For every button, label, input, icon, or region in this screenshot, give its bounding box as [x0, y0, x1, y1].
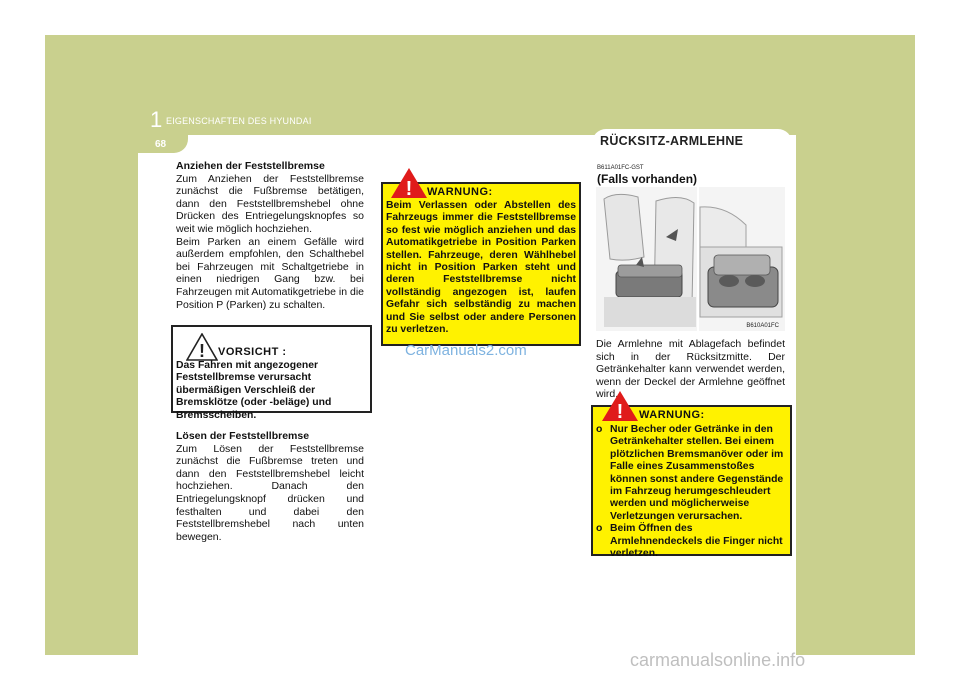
apply-section [176, 160, 364, 311]
caution-box [171, 325, 372, 421]
warning-triangle-icon [390, 167, 428, 199]
list-item [596, 523, 786, 560]
image-code: B610A01FC [746, 323, 779, 329]
list-item-text: Nur Becher oder Getränke in den Getränkehalter stellen. Bei einem plötzlichen Bremsmanöver oder im Falle eines Zusammenstoßes können sonst andere Gegenstände im Fahrzeug herumgeschleudert werden und möglicherweise Verletzungen verursachen. [610, 424, 784, 522]
apply-text-2: Beim Parken an einem Gefälle wird außerdem empfohlen, den Schalthebel bei Fahrzeugen mit Schaltgetriebe in einen niedrigen Gang bzw. bei Fahrzeugen mit Automatikgetriebe in die Position P (Parken) zu schalten. [176, 235, 364, 311]
svg-text:!: ! [199, 341, 205, 361]
cupholder-warning-list [596, 424, 786, 560]
watermark-link[interactable]: CarManuals2.com [405, 342, 527, 359]
release-text: Zum Lösen der Feststellbremse zunächst die Fußbremse treten und dann den Feststellbremshebel leicht hochziehen. Danach den Entriegelungsknopf drücken und festhalten und dabei den Feststellbremshebel nach unten bewegen. [176, 442, 364, 543]
list-item [596, 424, 786, 523]
warning-triangle-icon [601, 390, 639, 422]
parking-warning-label: WARNUNG: [427, 186, 493, 198]
armrest-photo [596, 187, 785, 331]
cupholder-warning-label: WARNUNG: [639, 409, 705, 421]
caution-label: VORSICHT : [218, 346, 287, 358]
list-bullet: o [596, 523, 603, 535]
chapter-title: EIGENSCHAFTEN DES HYUNDAI [166, 116, 312, 126]
parking-warning-text: Beim Verlassen oder Abstellen des Fahrzeugs immer die Feststellbremse so fest wie möglich anziehen und das Automatikgetriebe in Position Parken stellen. Fahrzeuge, deren Wählhebel nicht in Position Parken steht und deren Feststellbremse nicht vollständig angezogen ist, laufen Gefahr sich selbständig zu machen und Sie selbst oder andere Personen zu verletzen. [386, 200, 576, 336]
caution-text: Das Fahren mit angezogener Feststellbremse verursacht übermäßigen Verschleiß der Bremsklötze (oder -beläge) und Bremsscheiben. [176, 360, 332, 421]
caution-triangle-icon [186, 333, 218, 361]
release-section [176, 430, 364, 543]
release-heading: Lösen der Feststellbremse [176, 430, 310, 442]
svg-text:!: ! [616, 401, 624, 422]
svg-text:!: ! [405, 178, 413, 199]
section-code: B611A01FC-GST [597, 165, 644, 171]
page-number: 68 [155, 139, 167, 150]
armrest-description: Die Armlehne mit Ablagefach befindet sich in der Rücksitzmitte. Der Getränkehalter kann verwendet werden, wenn der Deckel der Armlehne geöffnet wird. [596, 338, 785, 401]
cupholder-warning-box [591, 401, 792, 560]
chapter-number: 1 [150, 107, 163, 132]
section-title: RÜCKSITZ-ARMLEHNE [600, 134, 744, 148]
list-item-text: Beim Öffnen des Armlehnendeckels die Finger nicht verletzen. [610, 523, 783, 560]
apply-heading: Anziehen der Feststellbremse [176, 160, 325, 172]
apply-text: Zum Anziehen der Feststellbremse zunächst die Fußbremse betätigen, dann den Feststellbremshebel ohne Drücken des Entriegelungsknopfes so weit wie möglich hochziehen. [176, 172, 364, 235]
footer-watermark: carmanualsonline.info [630, 650, 806, 670]
parking-warning-box [381, 178, 581, 346]
armrest-illustration [596, 187, 785, 331]
optional-subheading: (Falls vorhanden) [597, 172, 698, 186]
list-bullet: o [596, 424, 603, 435]
